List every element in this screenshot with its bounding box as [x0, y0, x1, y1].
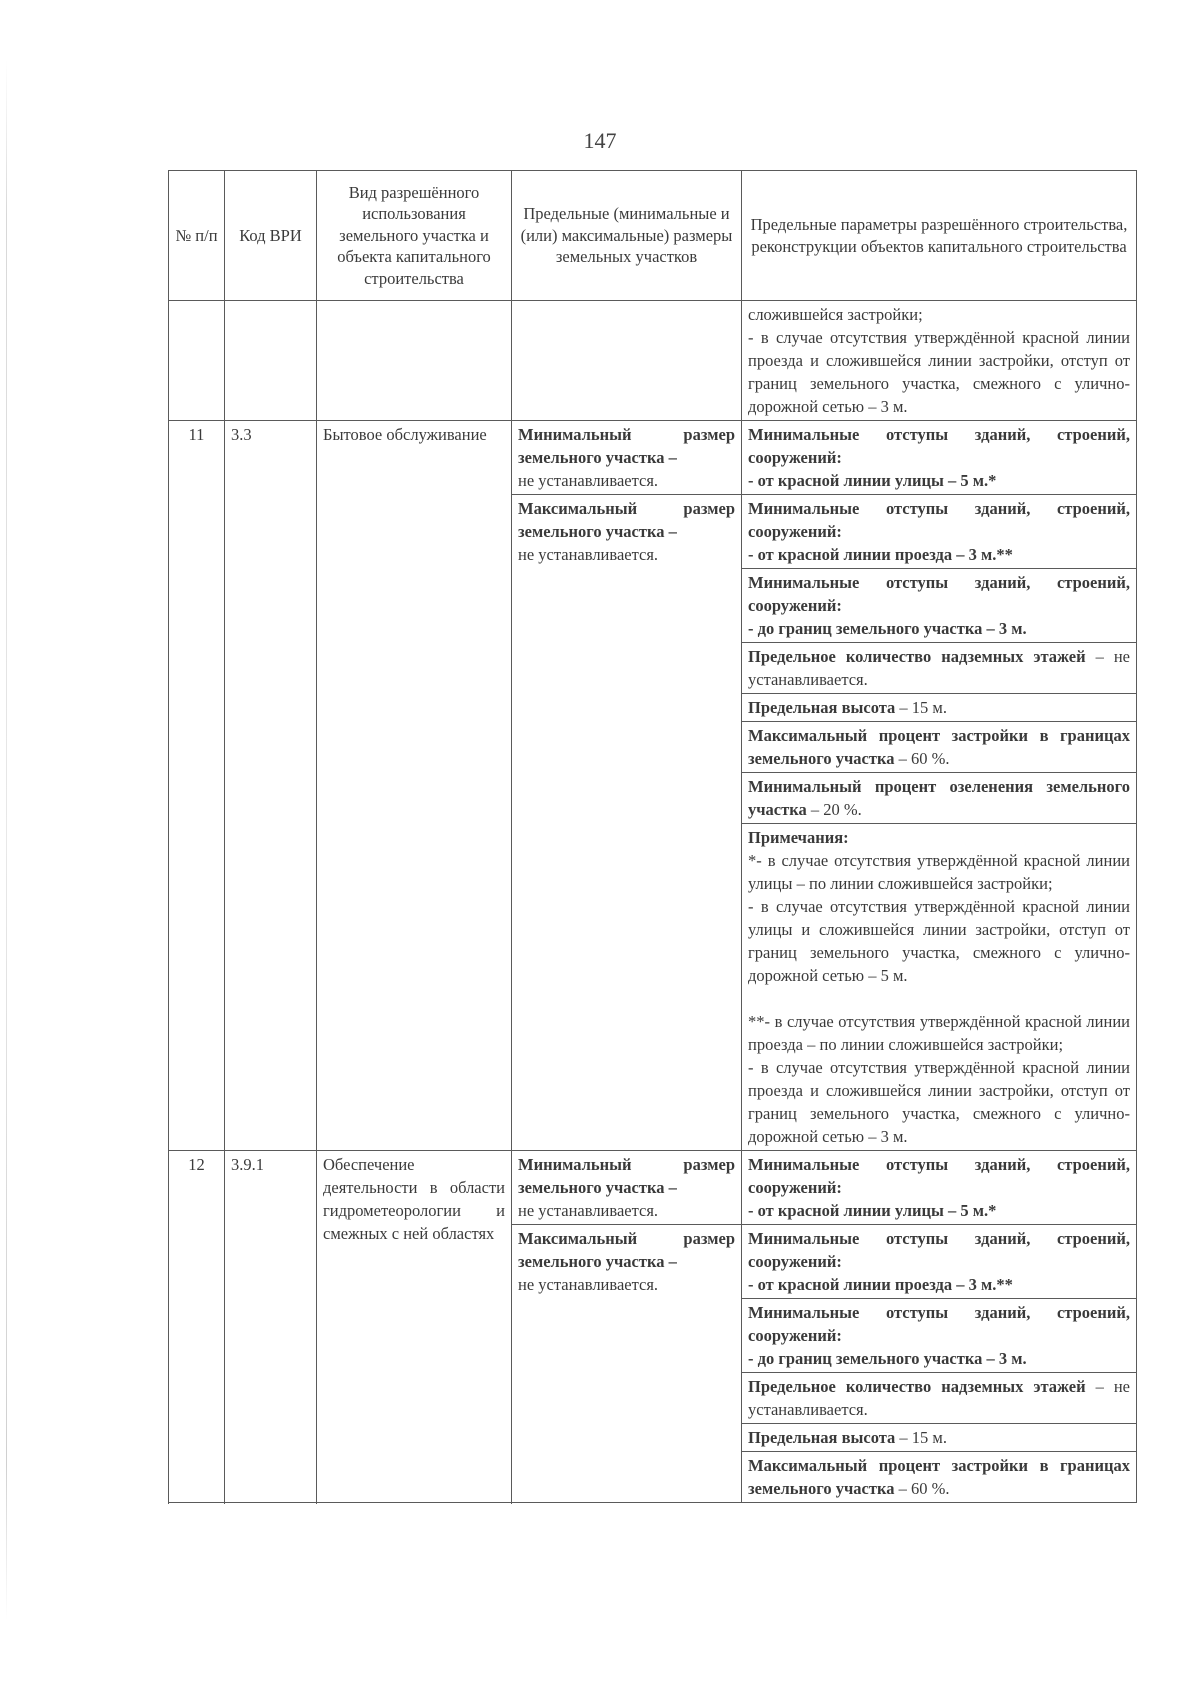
row11-min-size-value: не устанавливается. — [518, 471, 659, 490]
regulations-table — [168, 170, 1137, 1503]
row11-param-2: Минимальные отступы зданий, строений, сооружений: - от красной линии проезда – 3 м.** — [742, 495, 1137, 569]
row12-max-size-value: не устанавливается. — [518, 1275, 659, 1294]
row12-min-size — [512, 1151, 742, 1225]
row11-max-size — [512, 495, 742, 1151]
header-row — [169, 171, 1137, 301]
row12-max-size-label: Максимальный размер земельного участка – — [518, 1229, 735, 1271]
row11-param-7: Минимальный процент озеленения земельного участка – 20 %. — [742, 773, 1137, 824]
row11-param-4: Предельное количество надземных этажей – не устанавливается. — [742, 643, 1137, 694]
row12-param-4: Предельное количество надземных этажей – не устанавливается. — [742, 1373, 1137, 1424]
row11-min-size-label: Минимальный размер земельного участка – — [518, 425, 735, 467]
row12-param-1: Минимальные отступы зданий, строений, сооружений: - от красной линии улицы – 5 м.* — [742, 1151, 1137, 1225]
header-kind: Вид разрешённого использования земельного участка и объекта капитального строительства — [317, 171, 512, 301]
row11-max-size-value: не устанавливается. — [518, 545, 659, 564]
row12-param-3: Минимальные отступы зданий, строений, сооружений: - до границ земельного участка – 3 м. — [742, 1299, 1137, 1373]
header-sizes: Предельные (минимальные и (или) максимальные) размеры земельных участков — [512, 171, 742, 301]
row11-notes — [742, 824, 1137, 1151]
scan-edge — [6, 60, 7, 1620]
row11-param-1: Минимальные отступы зданий, строений, сооружений: - от красной линии улицы – 5 м.* — [742, 421, 1137, 495]
row11-note-4: - в случае отсутствия утверждённой красной линии проезда и сложившейся линии застройки, отступ от границ земельного участка, смежного с улично-дорожной сетью – 3 м. — [748, 1058, 1130, 1146]
continuation-row — [169, 301, 1137, 421]
row11-param-5: Предельная высота – 15 м. — [742, 694, 1137, 722]
row11-num: 11 — [169, 421, 225, 1151]
header-code: Код ВРИ — [225, 171, 317, 301]
row12-param-5: Предельная высота – 15 м. — [742, 1424, 1137, 1452]
row12-param-6: Максимальный процент застройки в границах земельного участка – 60 %. — [742, 1452, 1137, 1503]
row11-kind: Бытовое обслуживание — [317, 421, 512, 1151]
row11-note-2: - в случае отсутствия утверждённой красной линии улицы и сложившейся линии застройки, отступ от границ земельного участка, смежного с улично-дорожной сетью – 5 м. — [748, 897, 1130, 985]
row12-min-size-value: не устанавливается. — [518, 1201, 659, 1220]
row11-notes-title: Примечания: — [748, 828, 849, 847]
row12-min-size-label: Минимальный размер земельного участка – — [518, 1155, 735, 1197]
row12-param-2: Минимальные отступы зданий, строений, сооружений: - от красной линии проезда – 3 м.** — [742, 1225, 1137, 1299]
row12-num: 12 — [169, 1151, 225, 1503]
row12-code: 3.9.1 — [225, 1151, 317, 1503]
continuation-cell — [742, 301, 1137, 421]
row11-note-1: *- в случае отсутствия утверждённой красной линии улицы – по линии сложившейся застройки; — [748, 851, 1130, 893]
continuation-text: сложившейся застройки; — [748, 305, 923, 324]
header-params: Предельные параметры разрешённого строительства, реконструкции объектов капитального строительства — [742, 171, 1137, 301]
table-row-11 — [169, 421, 1137, 495]
row11-max-size-label: Максимальный размер земельного участка – — [518, 499, 735, 541]
row11-code: 3.3 — [225, 421, 317, 1151]
row11-min-size — [512, 421, 742, 495]
row12-kind: Обеспечение деятельности в области гидрометеорологии и смежных с ней областях — [317, 1151, 512, 1503]
continuation-item: - в случае отсутствия утверждённой красной линии проезда и сложившейся линии застройки, отступ от границ земельного участка, смежного с улично-дорожной сетью – 3 м. — [748, 328, 1130, 416]
header-num: № п/п — [169, 171, 225, 301]
row11-note-3: **- в случае отсутствия утверждённой красной линии проезда – по линии сложившейся застройки; — [748, 1012, 1130, 1054]
row11-param-3: Минимальные отступы зданий, строений, сооружений: - до границ земельного участка – 3 м. — [742, 569, 1137, 643]
table-row-12 — [169, 1151, 1137, 1225]
page-number: 147 — [583, 128, 617, 153]
row11-param-6: Максимальный процент застройки в границах земельного участка – 60 %. — [742, 722, 1137, 773]
row12-max-size — [512, 1225, 742, 1503]
